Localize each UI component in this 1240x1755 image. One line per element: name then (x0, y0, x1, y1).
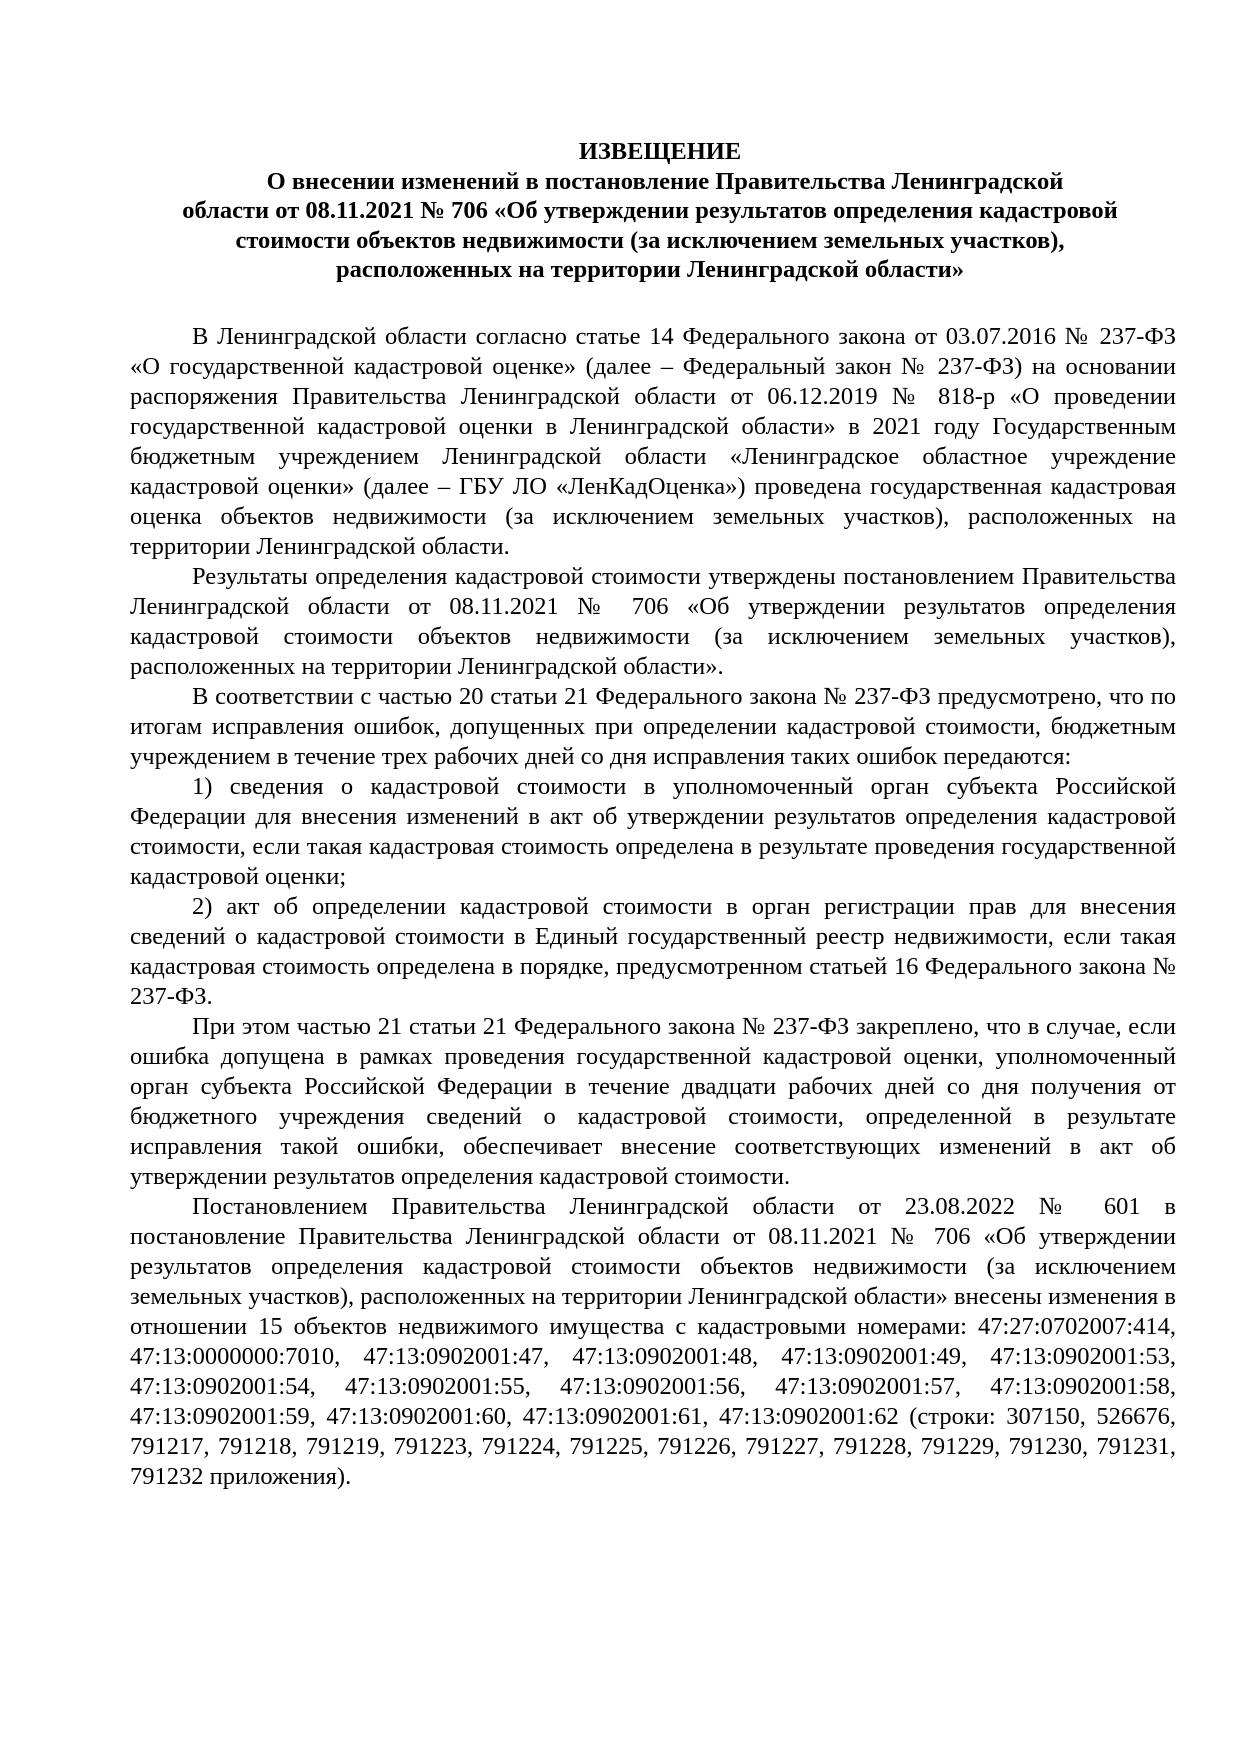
paragraph-list-item-1: 1) сведения о кадастровой стоимости в уполномоченный орган субъекта Российской Федерации для внесения изменений в акт об утверждении результатов определения кадастровой стоимости, если такая кадастровая стоимость определена в результате проведения государственной кадастровой оценки; (130, 773, 1176, 890)
document-subtitle-line-3: стоимости объектов недвижимости (за исключением земельных участков), (235, 226, 1065, 254)
document-header (130, 137, 1170, 285)
paragraph-results-approved: Результаты определения кадастровой стоимости утверждены постановлением Правительства Ленинградской области от 08.11.2021 № 706 «Об утверждении результатов определения кадастровой стоимости объектов недвижимости (за исключением земельных участков), расположенных на территории Ленинградской области». (130, 563, 1176, 680)
paragraph-amendments-cadastral-numbers: Постановлением Правительства Ленинградской области от 23.08.2022 № 601 в постановление Правительства Ленинградской области от 08.11.2021 № 706 «Об утверждении результатов определения кадастровой стоимости объектов недвижимости (за исключением земельных участков), расположенных на территории Ленинградской области» внесены изменения в отношении 15 объектов недвижимого имущества с кадастровыми номерами: 47:27:0702007:414, 47:13:0000000:7010, 47:13:0902001:47, 47:13:0902001:48, 47:13:0902001:49, 47:13:0902001:53, 47:13:0902001:54, 47:13:0902001:55, 47:13:0902001:56, 47:13:0902001:57, 47:13:0902001:58, 47:13:0902001:59, 47:13:0902001:60, 47:13:0902001:61, 47:13:0902001:62 (строки: 307150, 526676, 791217, 791218, 791219, 791223, 791224, 791225, 791226, 791227, 791228, 791229, 791230, 791231, 791232 приложения). (130, 1193, 1176, 1490)
paragraph-error-correction-rule: В соответствии с частью 20 статьи 21 Федерального закона № 237-ФЗ предусмотрено, что по итогам исправления ошибок, допущенных при определении кадастровой стоимости, бюджетным учреждением в течение трех рабочих дней со дня исправления таких ошибок передаются: (130, 683, 1176, 770)
paragraph-part-21-rule: При этом частью 21 статьи 21 Федерального закона № 237-ФЗ закреплено, что в случае, если ошибка допущена в рамках проведения государственной кадастровой оценки, уполномоченный орган субъекта Российской Федерации в течение двадцати рабочих дней со дня получения от бюджетного учреждения сведений о кадастровой стоимости, определенной в результате исправления такой ошибки, обеспечивает внесение соответствующих изменений в акт об утверждении результатов определения кадастровой стоимости. (130, 1013, 1176, 1190)
document-title: ИЗВЕЩЕНИЕ (578, 138, 742, 165)
paragraph-assessment-intro: В Ленинградской области согласно статье 14 Федерального закона от 03.07.2016 № 237-ФЗ «О государственной кадастровой оценке» (далее – Федеральный закон № 237-ФЗ) на основании распоряжения Правительства Ленинградской области от 06.12.2019 № 818-р «О проведении государственной кадастровой оценки в Ленинградской области» в 2021 году Государственным бюджетным учреждением Ленинградской области «Ленинградское областное учреждение кадастровой оценки» (далее – ГБУ ЛО «ЛенКадОценка») проведена государственная кадастровая оценка объектов недвижимости (за исключением земельных участков), расположенных на территории Ленинградской области. (130, 323, 1176, 560)
paragraph-list-item-2: 2) акт об определении кадастровой стоимости в орган регистрации прав для внесения сведений о кадастровой стоимости в Единый государственный реестр недвижимости, если такая кадастровая стоимость определена в порядке, предусмотренном статьей 16 Федерального закона № 237-ФЗ. (130, 893, 1176, 1010)
document-body (130, 322, 1176, 1492)
document-subtitle-line-1: О внесении изменений в постановление Правительства Ленинградской (266, 167, 1064, 195)
document-subtitle-line-2: области от 08.11.2021 № 706 «Об утверждении результатов определения кадастровой (182, 197, 1118, 224)
document-subtitle-line-4: расположенных на территории Ленинградской области» (336, 256, 964, 283)
